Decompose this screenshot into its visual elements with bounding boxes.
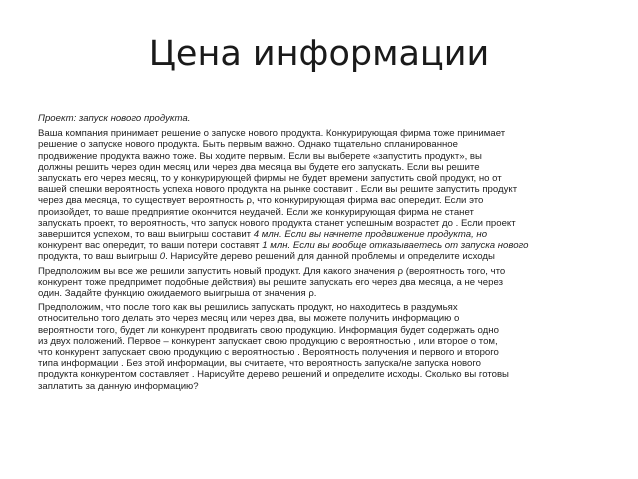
text-fragment: продукта, то ваш выигрыш — [38, 251, 160, 263]
text-line: произойдет, то ваше предприятие окончится неудачей. Если же конкурирующая фирма не станет — [38, 206, 474, 218]
slide-title: Цена информации — [148, 34, 490, 74]
text-line: из двух положений. Первое – конкурент запускает свою продукцию с вероятностью , или второе о том, — [38, 335, 498, 347]
text-line: запускать проект, то вероятность, что запуск нового продукта станет успешным возрастет до . Если проект — [38, 217, 516, 229]
text-line: конкурент тоже предпримет подобные действия) вы решите запускать его через два месяца, а не через — [38, 276, 503, 288]
text-line: Предположим, что после того как вы решились запускать продукт, но находитесь в раздумьях — [38, 302, 458, 314]
text-line: заплатить за данную информацию? — [38, 380, 199, 392]
text-fragment: завершится успехом, то ваш выигрыш составит — [38, 229, 254, 241]
loss-value: 1 — [262, 240, 268, 252]
text-line — [38, 251, 604, 262]
zero-value: 0 — [159, 251, 166, 263]
text-line: типа информации . Без этой информации, вы считаете, что вероятность запуска/не запуска нового — [38, 358, 482, 370]
text-line: вашей спешки вероятность успеха нового продукта на рынке составит . Если вы решите запустить продукт — [38, 184, 518, 196]
text-line: Ваша компания принимает решение о запуске нового продукта. Конкурирующая фирма тоже принимает — [38, 128, 506, 140]
text-fragment: . Нарисуйте дерево решений для данной проблемы и определите исходы — [165, 251, 495, 263]
text-fragment: млн. Если вы начнете продвижение продукта, но — [259, 229, 488, 241]
paragraph-question-1 — [38, 266, 604, 300]
text-line — [38, 240, 604, 251]
text-line: один. Задайте функцию ожидаемого выигрыша от значения ρ. — [38, 288, 317, 300]
slide-subtitle: Проект: запуск нового продукта. — [38, 113, 191, 124]
text-line: вероятности того, будет ли конкурент продвигать свою продукцию. Информация будет содержать одно — [38, 324, 499, 336]
win-value: 4 — [253, 229, 260, 241]
text-line: продвижение продукта важно тоже. Вы ходите первым. Если вы выберете «запустить продукт», вы — [38, 150, 482, 162]
text-line: продукта конкурентом составляет . Нарисуйте дерево решений и определите исходы. Сколько вы готовы — [38, 369, 509, 381]
text-line: должны решить через один месяц или через два месяца вы будете его запускать. Если вы решите — [38, 161, 480, 173]
text-line: решение о запуске нового продукта. Быть первым важно. Однако тщательно спланированное — [38, 139, 458, 151]
text-line: относительно того делать это через месяц или через два, вы можете получить информацию о — [38, 313, 460, 325]
text-fragment: конкурент вас опередит, то ваши потери составят — [38, 240, 263, 252]
text-line: через два месяца, то существует вероятность ρ, что конкурирующая фирма вас опередит. Если это — [38, 195, 484, 207]
text-line — [38, 229, 604, 240]
paragraph-question-2 — [38, 302, 604, 392]
paragraph-problem — [38, 128, 604, 262]
text-line: Предположим вы все же решили запустить новый продукт. Для какого значения ρ (вероятность того, что — [38, 265, 506, 277]
text-line: что конкурент запускает свою продукцию с вероятностью . Вероятность получения и первого и второго — [38, 347, 499, 359]
text-fragment: млн. Если вы вообще отказываетесь от запуска нового — [267, 240, 529, 252]
text-line: запускать его через месяц, то у конкурирующей фирмы не будет времени запустить свой продукт, но от — [38, 173, 502, 185]
slide-body — [38, 113, 604, 395]
